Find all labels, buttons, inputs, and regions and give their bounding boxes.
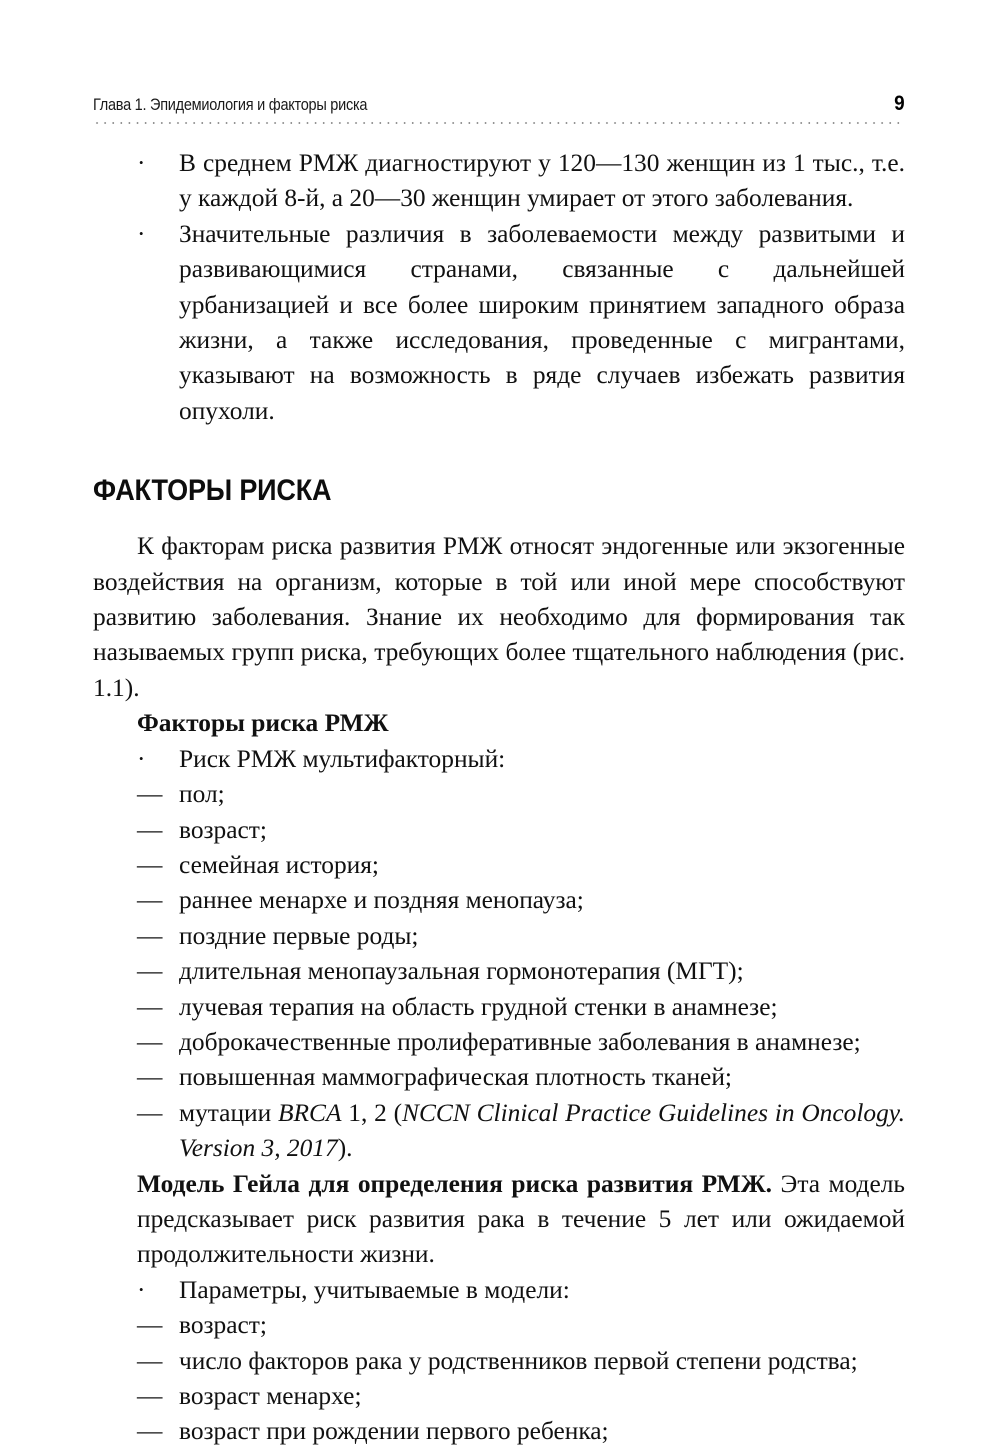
list-item-gail-parameters-text: Параметры, учитываемые в модели: [179,1275,570,1304]
list-item [93,777,905,812]
list-item-text: пол; [179,780,225,809]
dash-marker: — [137,1027,163,1056]
running-head [93,92,905,116]
list-item [93,813,905,848]
list-item [93,1414,905,1449]
list-item-multifactorial-text: Риск РМЖ мультифакторный: [179,744,506,773]
list-item-text: раннее менархе и поздняя менопауза; [179,886,584,915]
subheading-risk-factors-rmz: Факторы риска РМЖ [137,709,389,738]
list-item-text: число факторов рака у родственников первой степени родства; [179,1346,858,1375]
gail-model-bold-lead: Модель Гейла для определения риска развития РМЖ. [137,1169,773,1198]
section-heading-risk-factors: ФАКТОРЫ РИСКА [93,474,332,508]
list-item-text: поздние первые роды; [179,921,419,950]
risk-factors-intro-paragraph: К факторам риска развития РМЖ относят эндогенные или экзогенные воздействия на организм, которые в той или иной мере способствуют развитию заболевания. Знание их необходимо для формирования так называемых групп риска, требующих более тщательного наблюдения (рис. 1.1). [93,532,905,702]
list-item-text: длительная менопаузальная гормонотерапия (МГТ); [179,957,744,986]
header-dotted-rule [93,120,905,124]
dash-marker: — [137,1382,163,1410]
running-head-title: Глава 1. Эпидемиология и факторы риска [93,96,368,114]
brca-gene-numbers: 1, 2 ( [341,1098,403,1127]
dash-marker: — [137,780,163,809]
list-item-brca-mutations [93,1096,905,1167]
bullet-regional-differences-text: Значительные различия в заболеваемости между развитыми и развивающимися странами, связанные с дальнейшей урбанизацией и все более широким принятием западного образа жизни, а также исследования, проведенные с мигрантами, указывают на возможность в ряде случаев избежать развития опухоли. [179,219,905,425]
list-item-text: семейная история; [179,850,379,879]
spacer [93,509,905,529]
bullet-marker: · [137,1275,146,1304]
list-item-text: доброкачественные пролиферативные заболевания в анамнезе; [179,1027,861,1056]
spacer [93,429,905,473]
dash-marker: — [137,886,163,915]
dash-marker: — [137,992,163,1021]
list-item-text: возраст; [179,815,267,844]
bullet-marker: · [137,744,146,773]
dash-marker: — [137,1311,163,1340]
gail-model-rest: Эта модель предсказывает риск развития рака в течение 5 лет или ожидаемой продолжительности жизни. [137,1169,905,1269]
bullet-average-incidence-text: В среднем РМЖ диагностируют у 120—130 женщин из 1 тыс., т.е. у каждой 8-й, а 20—30 женщин умирает от этого заболевания. [179,149,905,213]
list-item-text: повышенная маммографическая плотность тканей; [179,1063,732,1092]
dash-marker: — [137,1063,163,1092]
dash-marker: — [137,850,163,879]
list-item [93,1344,905,1379]
list-item [93,1379,905,1414]
dash-marker: — [137,1417,163,1446]
list-item [93,990,905,1025]
page-content [93,146,905,1450]
gail-model-paragraph [93,1167,905,1273]
list-item-text: возраст; [179,1311,267,1340]
list-item [93,1060,905,1095]
brca-suffix: ). [337,1134,353,1163]
list-item-text: возраст при рождении первого ребенка; [179,1417,609,1446]
list-item [93,1308,905,1343]
page-number: 9 [894,92,905,115]
list-item-text: лучевая терапия на область грудной стенки в анамнезе; [179,992,778,1021]
list-item [93,919,905,954]
list-item [93,954,905,989]
bullet-regional-differences [93,217,905,429]
dash-marker: — [137,1346,163,1375]
dash-marker: — [137,957,163,986]
dash-marker: — [137,921,163,950]
list-item [93,1025,905,1060]
brca-prefix: мутации [179,1098,278,1127]
bullet-marker: · [137,219,146,248]
list-item-text: возраст менархе; [179,1382,362,1410]
list-item [93,883,905,918]
dash-marker: — [137,815,163,844]
list-item-gail-parameters [93,1273,905,1308]
bullet-marker: · [137,149,146,177]
brca-gene-name: BRCA [278,1098,342,1127]
list-item [93,848,905,883]
dash-marker: — [137,1098,163,1127]
brca-citation: NCCN Clinical Practice Guidelines in Oncology. Version 3, 2017 [179,1098,905,1163]
bullet-average-incidence [93,146,905,217]
list-item-multifactorial [93,742,905,777]
